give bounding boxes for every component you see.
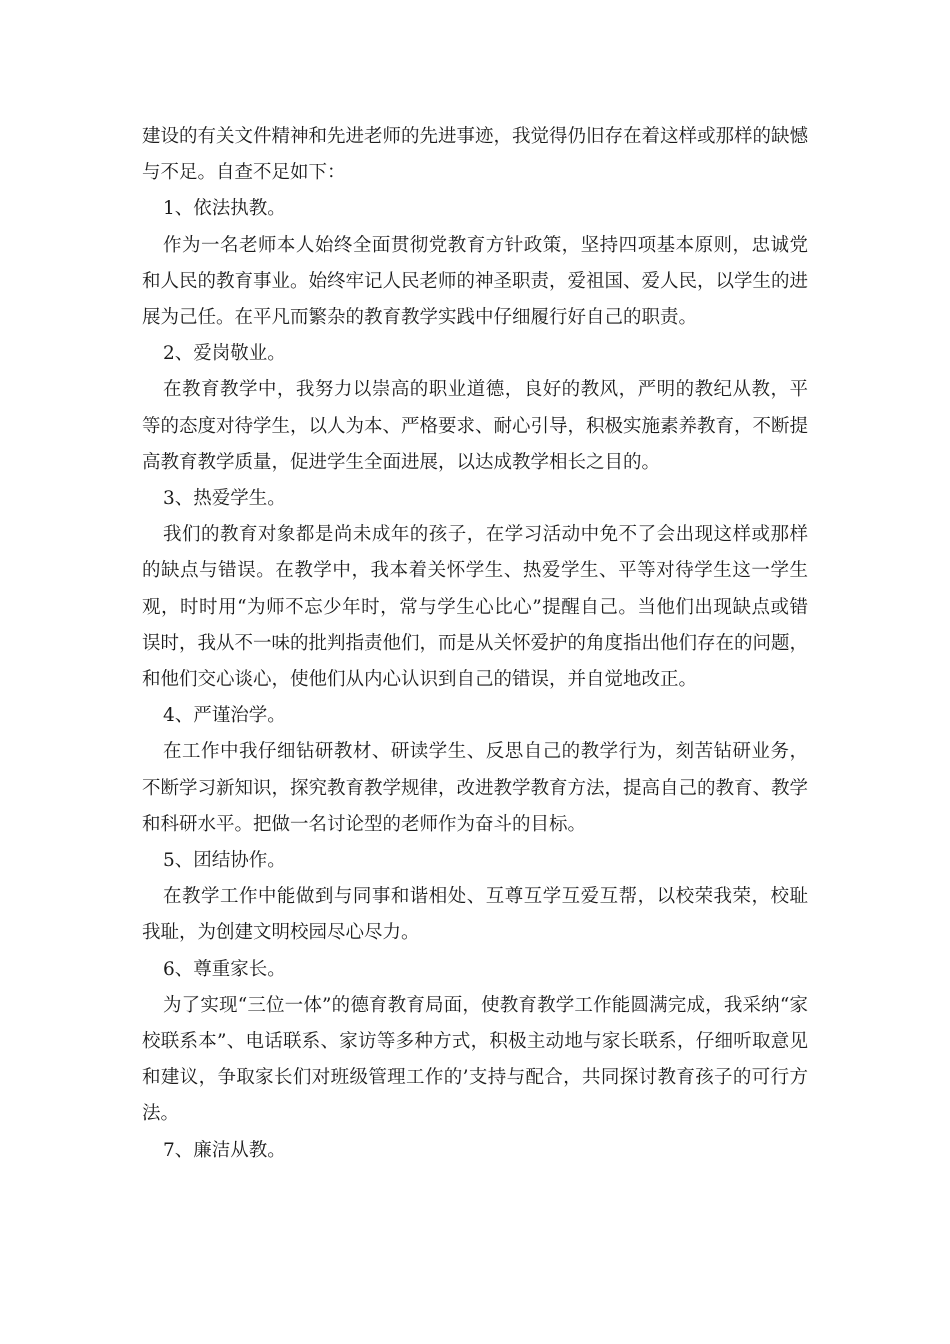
paragraph-intro: 建设的有关文件精神和先进老师的先进事迹，我觉得仍旧存在着这样或那样的缺憾与不足。自查不足如下： [142,126,809,184]
section-heading-5: 5、团结协作。 [163,850,286,872]
paragraph-section-4: 在工作中我仔细钻研教材、研读学生、反思自己的教学行为，刻苦钻研业务，不断学习新知识，探究教育教学规律，改进教学教育方法，提高自己的教育、教学和科研水平。把做一名讨论型的老师作为奋斗的目标。 [142,741,809,835]
section-heading-7: 7、廉洁从教。 [163,1139,286,1161]
section-heading-3: 3、热爱学生。 [163,488,286,510]
paragraph-section-6: 为了实现“三位一体”的德育教育局面，使教育教学工作能圆满完成，我采纳“家校联系本”、电话联系、家访等多种方式，积极主动地与家长联系，仔细听取意见和建议，争取家长们对班级管理工作的’支持与配合，共同探讨教育孩子的可行方法。 [142,994,808,1125]
section-heading-6: 6、尊重家长。 [163,958,286,980]
section-heading-4: 4、严谨治学。 [163,705,286,727]
paragraph-section-5: 在教学工作中能做到与同事和谐相处、互尊互学互爱互帮，以校荣我荣，校耻我耻，为创建文明校园尽心尽力。 [142,886,808,944]
section-heading-1: 1、依法执教。 [163,198,286,220]
paragraph-section-3: 我们的教育对象都是尚未成年的孩子，在学习活动中免不了会出现这样或那样的缺点与错误。在教学中，我本着关怀学生、热爱学生、平等对待学生这一学生观，时时用“为师不忘少年时，常与学生心比心”提醒自己。当他们出现缺点或错误时，我从不一味的批判指责他们，而是从关怀爱护的角度指出他们存在的问题，和他们交心谈心，使他们从内心认识到自己的错误，并自觉地改正。 [142,524,809,691]
paragraph-section-1: 作为一名老师本人始终全面贯彻党教育方针政策，坚持四项基本原则，忠诚党和人民的教育事业。始终牢记人民老师的神圣职责，爱祖国、爱人民，以学生的进展为己任。在平凡而繁杂的教育教学实践中仔细履行好自己的职责。 [142,234,809,329]
paragraph-section-2: 在教育教学中，我努力以崇高的职业道德，良好的教风，严明的教纪从教，平等的态度对待学生，以人为本、严格要求、耐心引导，积极实施素养教育，不断提高教育教学质量，促进学生全面进展，以达成教学相长之目的。 [142,379,809,473]
section-heading-2: 2、爱岗敬业。 [163,343,286,365]
document-body [142,119,808,1169]
